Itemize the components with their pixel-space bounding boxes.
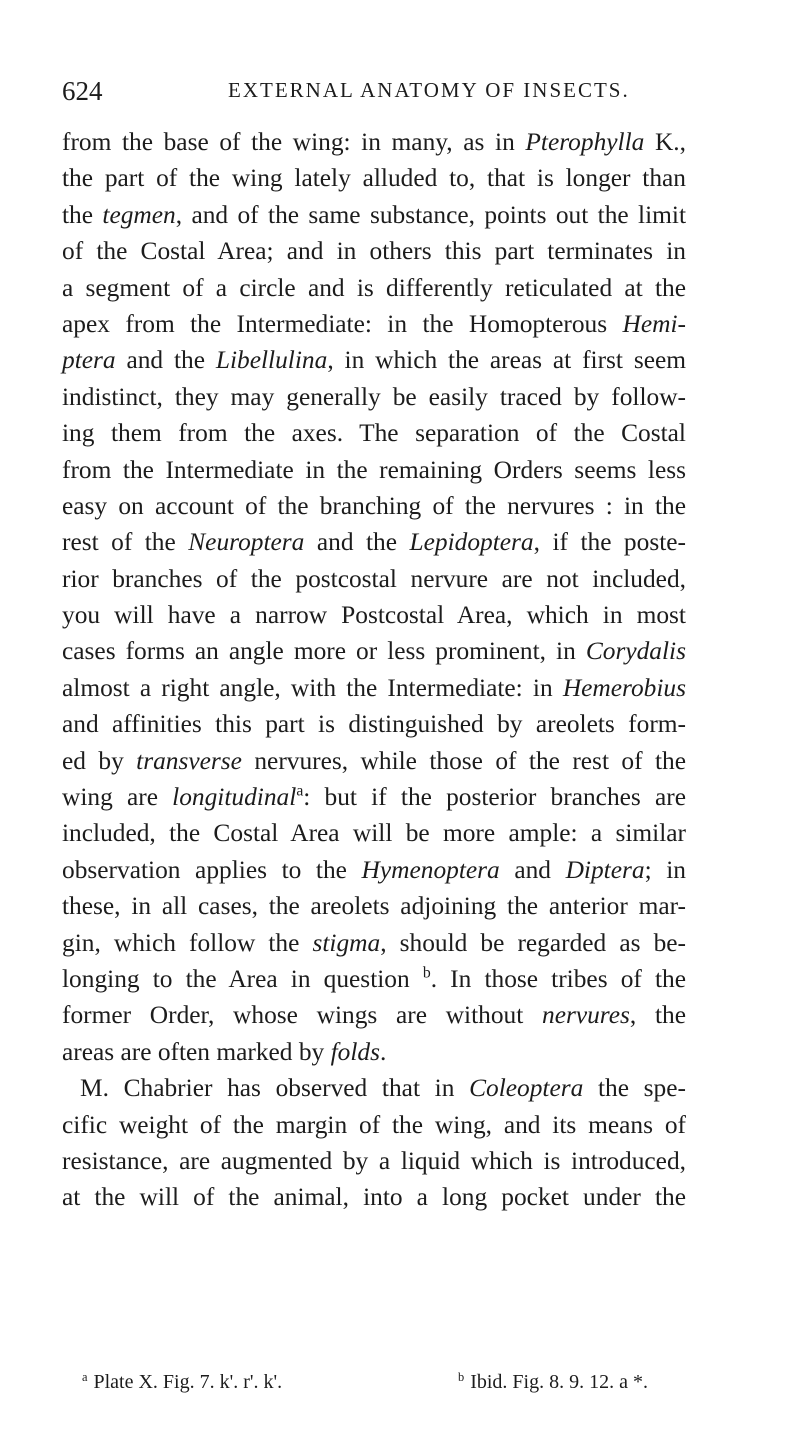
text-line: observation applies to the Hymenoptera and Diptera; in xyxy=(62,855,686,884)
text-line: apex from the Intermediate: in the Homopterous Hemi- xyxy=(62,309,686,338)
footnote-ref-b: b xyxy=(422,964,431,982)
text-line: included, the Costal Area will be more ample: a similar xyxy=(62,819,686,848)
text-line: cases forms an angle more or less prominent, in Corydalis xyxy=(62,637,686,666)
text-line: longing to the Area in question $^b$. In those tribes of the xyxy=(62,964,686,993)
text-line: ed by transverse nervures, while those of the rest of the xyxy=(62,746,686,775)
text-line: rest of the Neuroptera and the Lepidoptera, if the poste- xyxy=(62,528,686,557)
footnote-b xyxy=(458,1370,648,1394)
text-line: ptera and the Libellulina, in which the areas at first seem xyxy=(62,346,686,375)
text-line: you will have a narrow Postcostal Area, which in most xyxy=(62,601,686,630)
text-line: of the Costal Area; and in others this part terminates in xyxy=(62,237,686,266)
running-head xyxy=(62,74,630,114)
text-line: a segment of a circle and is differently reticulated at the xyxy=(62,273,686,302)
text-line: almost a right angle, with the Intermediate: in Hemerobius xyxy=(62,673,686,702)
page-number: 624 xyxy=(62,76,103,106)
text-line: ing them from the axes. The separation of the Costal xyxy=(62,419,686,448)
text-line: and affinities this part is distinguished by areolets form- xyxy=(62,710,686,739)
footnote-a xyxy=(82,1370,282,1394)
body-text xyxy=(62,124,686,1216)
text-line: former Order, whose wings are without nervures, the xyxy=(62,1001,686,1030)
text-line: areas are often marked by folds. xyxy=(62,1037,387,1066)
text-line: these, in all cases, the areolets adjoining the anterior mar- xyxy=(62,892,686,921)
text-line: wing are longitudinal$^a$: but if the posterior branches are xyxy=(62,782,686,812)
footnote-text: Plate X. Fig. 7. k'. r'. k'. xyxy=(93,1370,283,1393)
footnote-text: Ibid. Fig. 8. 9. 12. a *. xyxy=(470,1370,648,1393)
running-title: EXTERNAL ANATOMY OF INSECTS. xyxy=(228,78,630,102)
footnote-mark: b xyxy=(458,1370,465,1384)
footnote-ref-a: a xyxy=(296,782,304,800)
text-line: gin, which follow the stigma, should be regarded as be- xyxy=(62,928,686,957)
footnote-mark: a xyxy=(82,1370,88,1384)
text-line: the part of the wing lately alluded to, that is longer than xyxy=(62,164,686,193)
text-line: resistance, are augmented by a liquid which is introduced, xyxy=(62,1146,686,1175)
text-line: cific weight of the margin of the wing, and its means of xyxy=(62,1110,686,1139)
text-line: easy on account of the branching of the nervures : in the xyxy=(62,491,686,520)
text-line: at the will of the animal, into a long pocket under the xyxy=(62,1183,686,1212)
text-line: from the base of the wing: in many, as in Pterophylla K., xyxy=(62,128,686,156)
text-line: rior branches of the postcostal nervure are not included, xyxy=(62,564,686,593)
text-line: from the Intermediate in the remaining Orders seems less xyxy=(62,455,686,484)
text-line: indistinct, they may generally be easily traced by follow- xyxy=(62,382,686,411)
text-line: M. Chabrier has observed that in Coleoptera the spe- xyxy=(80,1074,686,1103)
text-line: the tegmen, and of the same substance, points out the limit xyxy=(62,200,687,229)
